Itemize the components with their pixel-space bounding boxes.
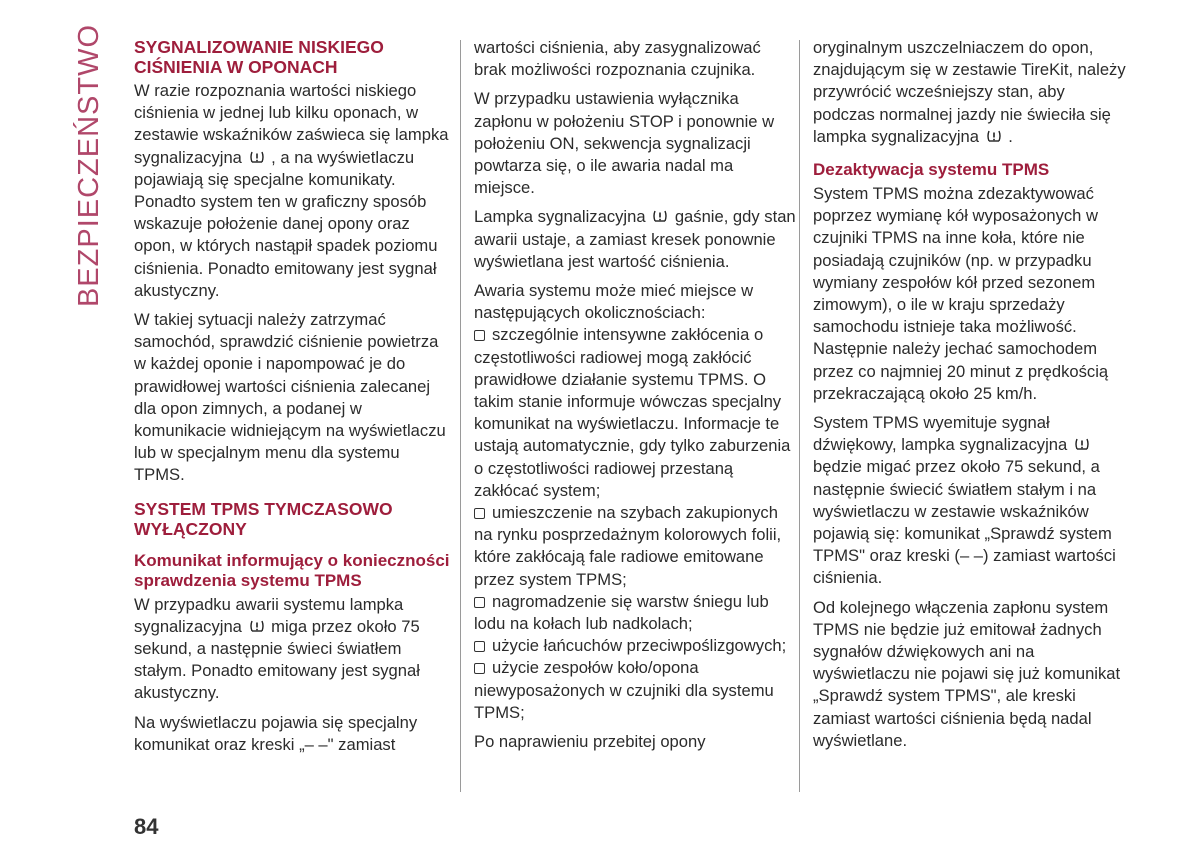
list-item (474, 502, 796, 591)
checkbox-bullet-icon (474, 663, 485, 674)
column-divider (460, 40, 461, 792)
checkbox-bullet-icon (474, 330, 485, 341)
paragraph: System TPMS można zdezaktywować poprzez wymianę kół wyposażonych w czujniki TPMS na inne koła, które nie posiadają czujników (np. w przypadku wymiany zespołów kół przed sezonem zimowym), o ile w kraju sprzedaży samochodu istnieje taka możliwość. Następnie należy jechać samochodem przez co najmniej 20 minut z prędkością przekraczającą około 25 km/h. (813, 184, 1109, 403)
text: nagromadzenie się warstw śniegu lub lodu na kołach lub nadkolach; (474, 591, 769, 634)
text: będzie migać przez około 75 sekund, a następnie świecić światłem stałym i na wyświetlaczu w zestawie wskaźników pojawią się: komunikat „Sprawdź system TPMS" oraz kreski (– –) zamiast wartości ciśnienia. (813, 457, 1116, 588)
subheading-check-tpms: Komunikat informujący o konieczności sprawdzenia systemu TPMS (134, 550, 450, 590)
tpms-warning-icon (1074, 437, 1090, 452)
paragraph (813, 37, 1131, 148)
text: umieszczenie na szybach zakupionych na rynku posprzedażnym kolorowych folii, które zakłócają fale radiowe emitowane przez system TPMS; (474, 503, 782, 589)
paragraph: Awaria systemu może mieć miejsce w następujących okolicznościach: (474, 281, 754, 323)
list-item (474, 657, 796, 724)
text: miga przez około 75 sekund, a następnie świeci światłem stałym. Ponadto emitowany jest sygnał akustyczny. (134, 616, 420, 703)
tpms-warning-icon (249, 619, 265, 634)
paragraph (134, 80, 452, 302)
heading-tpms-disabled: SYSTEM TPMS TYMCZASOWO WYŁĄCZONY (134, 498, 393, 539)
paragraph: Po naprawieniu przebitej opony (474, 732, 706, 752)
text: W przypadku awarii systemu lampka sygnalizacyjna (134, 594, 404, 636)
text: W razie rozpoznania wartości niskiego ciśnienia w jednej lub kilku oponach, w zestawie wskaźników zaświeca się lampka sygnalizacyjna (134, 81, 449, 167)
checkbox-bullet-icon (474, 641, 485, 652)
heading-low-pressure: SYGNALIZOWANIE NISKIEGO CIŚNIENIA W OPONACH (134, 37, 384, 77)
page-number: 84 (134, 814, 159, 839)
column-divider (799, 40, 800, 792)
paragraph (474, 206, 796, 273)
paragraph (134, 594, 452, 705)
text: , a na wyświetlaczu pojawiają się specjalne komunikaty. Ponadto system ten w graficzny sposób wskazuje położenie danej opony oraz opon, w których nastąpił spadek poziomu ciśnienia. Ponadto emitowany jest sygnał akustyczny. (134, 147, 438, 300)
text: szczególnie intensywne zakłócenia o częstotliwości radiowej mogą zakłócić prawidłowe działanie systemu TPMS. O takim stanie informuje wówczas specjalny komunikat na wyświetlaczu. Informacje te ustają automatycznie, gdy tylko zaburzenia o częstotliwości radiowej przestaną zakłócać system; (474, 325, 791, 500)
checkbox-bullet-icon (474, 597, 485, 608)
list-item (474, 324, 796, 502)
paragraph: W przypadku ustawienia wyłącznika zapłonu w położeniu STOP i ponownie w położeniu ON, sekwencja sygnalizacji powtarza się, o ile awaria nadal ma miejsce. (474, 89, 775, 198)
text: gaśnie, gdy stan awarii ustaje, a zamiast kresek ponownie wyświetlana jest wartość ciśnienia. (474, 207, 796, 271)
list-item (474, 591, 796, 635)
tpms-warning-icon (652, 209, 668, 224)
text: użycie zespołów koło/opona niewyposażonych w czujniki dla systemu TPMS; (474, 658, 774, 722)
paragraph (813, 412, 1131, 590)
text: Lampka sygnalizacyjna (474, 207, 646, 227)
paragraph: wartości ciśnienia, aby zasygnalizować brak możliwości rozpoznania czujnika. (474, 38, 761, 80)
paragraph: W takiej sytuacji należy zatrzymać samochód, sprawdzić ciśnienie powietrza w każdej oponie i napompować je do prawidłowej wartości ciśnienia zalecanej dla opon zimnych, a podanej w komunikacie widniejącym na wyświetlaczu lub w specjalnym menu dla systemu TPMS. (134, 310, 446, 485)
checkbox-bullet-icon (474, 508, 485, 519)
text: . (1008, 126, 1013, 146)
text: System TPMS wyemituje sygnał dźwiękowy, lampka sygnalizacyjna (813, 413, 1068, 455)
paragraph: Od kolejnego włączenia zapłonu system TPMS nie będzie już emitował żadnych sygnałów dźwiękowych ani na wyświetlaczu nie pojawi się już komunikat „Sprawdź system TPMS", ale kreski zamiast wartości ciśnienia będą nadal wyświetlane. (813, 597, 1121, 750)
section-title-vertical (70, 23, 110, 307)
tpms-warning-icon (249, 150, 265, 165)
text: użycie łańcuchów przeciwpoślizgowych; (492, 636, 787, 656)
paragraph: Na wyświetlaczu pojawia się specjalny komunikat oraz kreski „– –" zamiast (134, 712, 418, 754)
subheading-tpms-deactivation: Dezaktywacja systemu TPMS (813, 160, 1050, 180)
column-1 (134, 37, 452, 763)
tpms-warning-icon (986, 129, 1002, 144)
column-3 (813, 37, 1131, 759)
text: oryginalnym uszczelniaczem do opon, znajdującym się w zestawie TireKit, należy przywrócić wcześniejszy stan, aby podczas normalnej jazdy nie świeciła się lampka sygnalizacyjna (813, 38, 1126, 146)
column-2 (474, 37, 796, 760)
list-item (474, 635, 796, 657)
section-title: BEZPIECZEŃSTWO (73, 23, 106, 307)
